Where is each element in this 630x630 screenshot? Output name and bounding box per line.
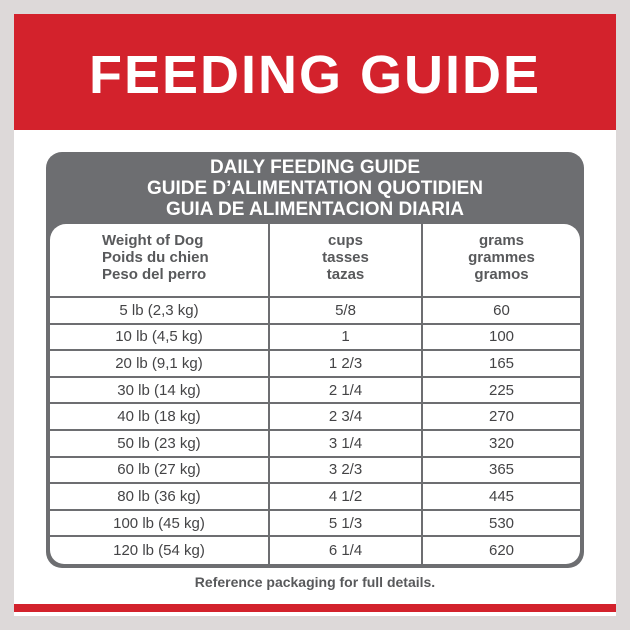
table-cell-cups: 4 1/2 xyxy=(270,484,423,511)
feeding-guide-card xyxy=(14,14,616,616)
table-cell-weight: 80 lb (36 kg) xyxy=(50,484,270,511)
header-grams-en: grams xyxy=(478,232,525,249)
table-cell-grams: 365 xyxy=(423,458,580,485)
bottom-red-bar xyxy=(14,604,616,612)
page-title: FEEDING GUIDE xyxy=(88,45,542,105)
table-cell-grams: 225 xyxy=(423,378,580,405)
table-cell-weight: 120 lb (54 kg) xyxy=(50,537,270,564)
table-cell-weight: 5 lb (2,3 kg) xyxy=(50,298,270,325)
table-cell-grams: 60 xyxy=(423,298,580,325)
table-cell-grams: 320 xyxy=(423,431,580,458)
table-cell-grams: 620 xyxy=(488,542,515,560)
feeding-table xyxy=(46,152,584,568)
header-weight-es: Peso del perro xyxy=(102,266,207,283)
table-cell-grams: 270 xyxy=(423,404,580,431)
table-cell-cups: 5/8 xyxy=(270,298,423,325)
table-cell-grams: 530 xyxy=(423,511,580,538)
table-cell-cups: 1 xyxy=(270,325,423,352)
table-title xyxy=(46,152,584,224)
table-cell-weight: 20 lb (9,1 kg) xyxy=(50,351,270,378)
table-cell-cups: 3 2/3 xyxy=(270,458,423,485)
table-cell-grams: 100 xyxy=(423,325,580,352)
header-weight xyxy=(50,224,270,298)
table-cell-weight: 40 lb (18 kg) xyxy=(50,404,270,431)
table-cell-cups: 1 2/3 xyxy=(270,351,423,378)
title-banner xyxy=(14,14,616,130)
table-cell-cups: 2 1/4 xyxy=(270,378,423,405)
table-cell-cups: 2 3/4 xyxy=(270,404,423,431)
table-cell-cups: 5 1/3 xyxy=(270,511,423,538)
header-cups-es: tazas xyxy=(326,266,365,283)
table-cell-weight: 50 lb (23 kg) xyxy=(50,431,270,458)
table-cell-cups: 6 1/4 xyxy=(270,537,423,564)
header-weight-fr: Poids du chien xyxy=(102,249,209,266)
header-cups xyxy=(270,224,423,298)
table-cell-cups: 3 1/4 xyxy=(270,431,423,458)
header-grams-es: gramos xyxy=(474,266,529,283)
table-title-en: DAILY FEEDING GUIDE xyxy=(209,157,421,178)
header-grams xyxy=(423,224,580,298)
table-cell-weight: 60 lb (27 kg) xyxy=(50,458,270,485)
header-grams-fr: grammes xyxy=(468,249,535,266)
header-weight-en: Weight of Dog xyxy=(102,232,204,249)
table-cell-weight: 10 lb (4,5 kg) xyxy=(50,325,270,352)
table-cell-weight: 30 lb (14 kg) xyxy=(50,378,270,405)
table-grid xyxy=(50,224,580,564)
table-cell-grams: 165 xyxy=(423,351,580,378)
table-cell-grams: 445 xyxy=(423,484,580,511)
table-title-fr: GUIDE D’ALIMENTATION QUOTIDIEN xyxy=(146,178,483,199)
table-title-es: GUIA DE ALIMENTACION DIARIA xyxy=(165,199,464,220)
header-cups-fr: tasses xyxy=(322,249,369,266)
footer-note: Reference packaging for full details. xyxy=(194,574,436,590)
table-cell-weight: 100 lb (45 kg) xyxy=(50,511,270,538)
header-cups-en: cups xyxy=(327,232,363,249)
